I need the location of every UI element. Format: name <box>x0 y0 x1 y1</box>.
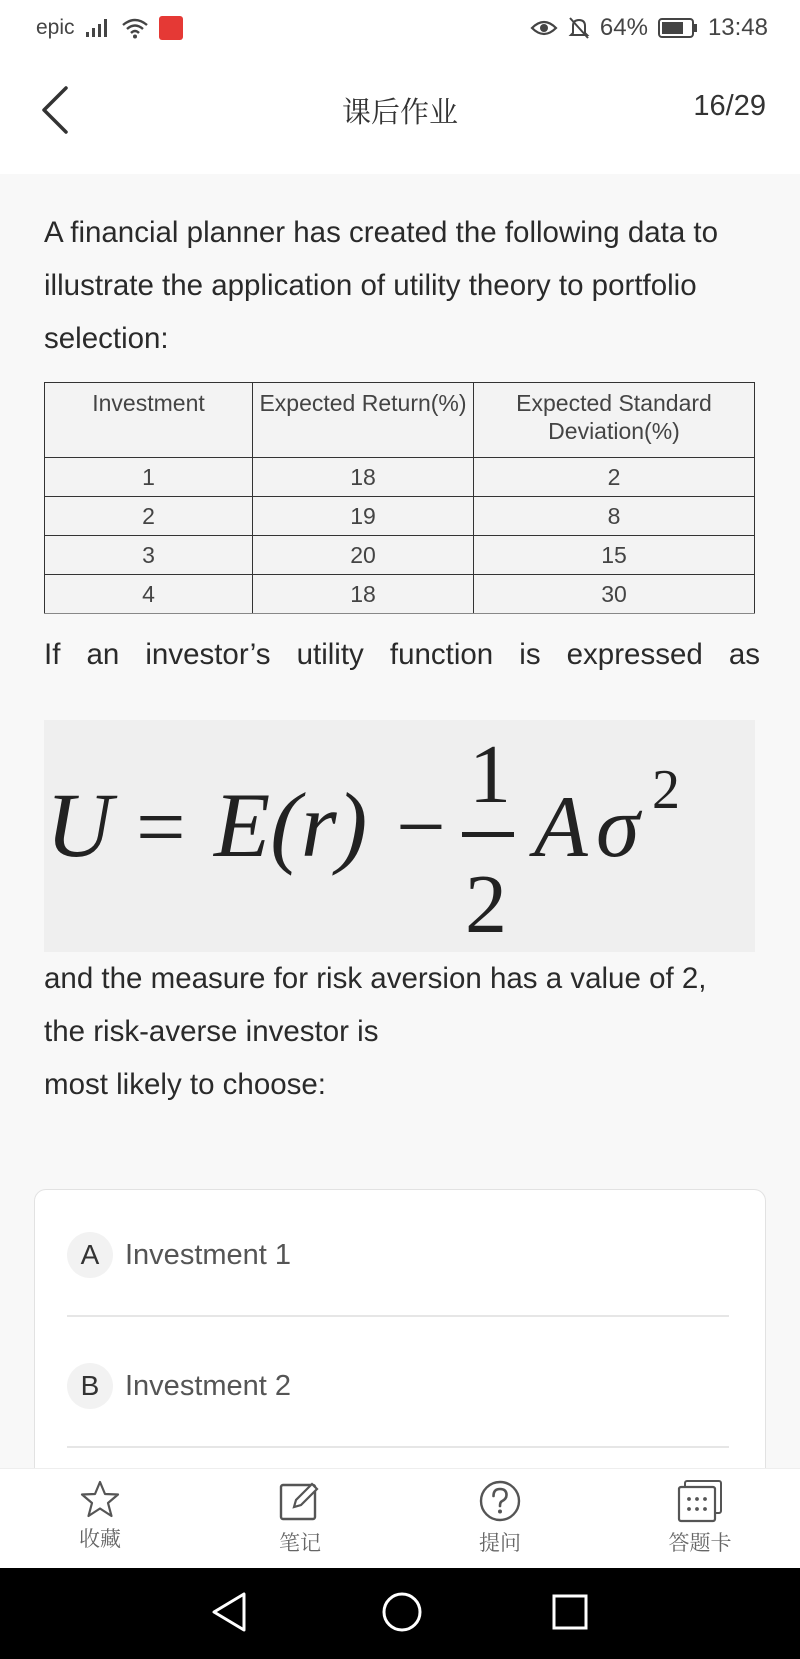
nav-recents-icon <box>550 1590 590 1634</box>
table-cell: 2 <box>474 458 755 497</box>
app-notification-icon <box>159 16 183 40</box>
formula-denominator: 2 <box>465 858 507 951</box>
option-text: Investment 2 <box>125 1369 292 1402</box>
options-card <box>34 1189 766 1468</box>
table-row <box>45 575 755 614</box>
option-divider <box>67 1315 729 1317</box>
ask-button[interactable] <box>440 1479 560 1557</box>
utility-formula <box>44 720 755 952</box>
table-cell: 8 <box>474 497 755 536</box>
status-bar <box>0 0 800 60</box>
formula-exponent: 2 <box>652 759 680 821</box>
system-nav-bar <box>0 1568 800 1659</box>
mute-bell-icon <box>568 16 590 40</box>
table-row <box>45 536 755 575</box>
table-cell: 30 <box>474 575 755 614</box>
battery-percent: 64% <box>599 14 648 41</box>
signal-icon <box>85 18 111 38</box>
table-cell: 3 <box>45 536 253 575</box>
col-expected-std-dev: Expected Standard Deviation(%) <box>474 383 755 458</box>
answer-card-icon <box>677 1479 723 1523</box>
status-left <box>36 16 183 40</box>
battery-icon <box>658 17 698 39</box>
answer-card-button[interactable] <box>640 1479 760 1557</box>
table-cell: 18 <box>253 575 474 614</box>
table-cell: 4 <box>45 575 253 614</box>
question-counter: 16/29 <box>693 90 766 122</box>
utility-lead-text: If an investor’s utility function is expressed as <box>44 638 760 671</box>
option-a[interactable] <box>67 1225 727 1285</box>
notes-button[interactable] <box>240 1479 360 1557</box>
option-b[interactable] <box>67 1356 727 1416</box>
table-cell: 18 <box>253 458 474 497</box>
formula-a: A <box>534 779 588 876</box>
table-row <box>45 458 755 497</box>
nav-recents-button[interactable] <box>550 1590 590 1639</box>
option-letter: A <box>67 1232 113 1278</box>
table-cell: 1 <box>45 458 253 497</box>
nav-back-button[interactable] <box>210 1590 250 1639</box>
question-closing-1: and the measure for risk aversion has a value of 2, <box>44 962 707 995</box>
page-title: 课后作业 <box>341 97 458 129</box>
question-intro: A financial planner has created the following data to illustrate the application of utility theory to portfolio selection: <box>44 216 719 355</box>
formula-minus: − <box>396 779 446 876</box>
table-cell: 19 <box>253 497 474 536</box>
question-closing-3: most likely to choose: <box>44 1068 327 1101</box>
table-cell: 20 <box>253 536 474 575</box>
favorite-button[interactable] <box>40 1479 160 1553</box>
ask-label: 提问 <box>479 1532 521 1555</box>
nav-home-button[interactable] <box>380 1590 424 1639</box>
question-closing-2: the risk-averse investor is <box>44 1015 379 1048</box>
formula-er: E(r) <box>214 774 368 876</box>
nav-back-icon <box>210 1590 250 1634</box>
question-content[interactable] <box>0 174 800 1468</box>
carrier-label: epic <box>36 16 75 39</box>
formula-equals: = <box>136 779 186 876</box>
bottom-toolbar <box>0 1468 800 1569</box>
formula-numerator: 1 <box>469 728 511 821</box>
table-cell: 15 <box>474 536 755 575</box>
star-icon <box>80 1479 120 1519</box>
favorite-label: 收藏 <box>79 1528 121 1551</box>
clock: 13:48 <box>707 14 768 41</box>
formula-graphic <box>44 720 755 952</box>
status-right <box>530 14 768 42</box>
formula-sigma: σ <box>596 779 640 876</box>
option-divider <box>67 1446 729 1448</box>
question-circle-icon <box>478 1479 522 1523</box>
option-letter: B <box>67 1363 113 1409</box>
edit-note-icon <box>278 1479 322 1523</box>
formula-u: U <box>46 774 113 876</box>
col-expected-return: Expected Return(%) <box>253 383 474 458</box>
table-header-row <box>45 383 755 458</box>
eye-icon <box>530 18 558 38</box>
notes-label: 笔记 <box>279 1532 321 1555</box>
answer-card-label: 答题卡 <box>668 1532 732 1555</box>
wifi-icon <box>121 17 149 39</box>
table-cell: 2 <box>45 497 253 536</box>
table-row <box>45 497 755 536</box>
nav-home-icon <box>380 1590 424 1634</box>
investment-table <box>44 382 755 614</box>
option-text: Investment 1 <box>125 1238 292 1271</box>
app-header <box>0 60 800 174</box>
col-investment: Investment <box>45 383 253 458</box>
formula-fraction-bar <box>462 832 514 837</box>
